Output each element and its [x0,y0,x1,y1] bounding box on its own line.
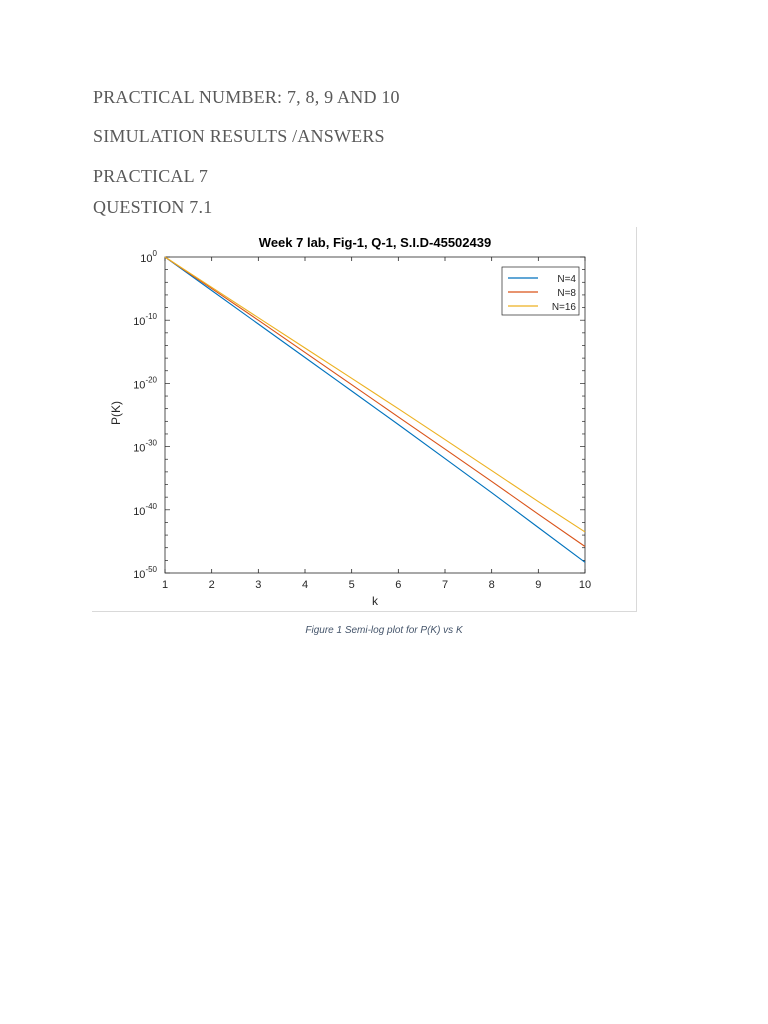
x-tick-label: 9 [535,579,542,591]
x-tick-label: 6 [395,579,402,591]
x-axis-label: k [372,594,378,608]
x-tick-label: 2 [208,579,215,591]
plot-area [133,249,591,591]
legend-label: N=16 [551,302,576,313]
x-tick-label: 3 [255,579,262,591]
y-tick-label: $10^{-20}$ [133,375,157,392]
x-tick-label: 7 [441,579,449,591]
x-tick-label: 1 [161,579,169,591]
x-tick-label: 8 [488,579,495,591]
heading-simulation-results: SIMULATION RESULTS /ANSWERS [93,126,385,146]
heading-question-7-1: QUESTION 7.1 [93,197,213,217]
y-tick-label: $10^{-10}$ [133,312,157,329]
y-tick-label: $10^{-30}$ [133,438,157,455]
y-axis-label: P(K) [109,401,123,425]
y-tick-label: $10^{-40}$ [133,501,157,518]
figure-frame [92,227,637,612]
x-tick-label: 10 [578,579,592,591]
legend-label: N=8 [557,288,576,299]
heading-practical-number: PRACTICAL NUMBER: 7, 8, 9 AND 10 [93,87,400,107]
y-tick-label: $10^{-50}$ [133,565,157,581]
legend-label: N=4 [557,274,576,285]
chart-title: Week 7 lab, Fig-1, Q-1, S.I.D-45502439 [258,235,492,250]
semilog-chart [92,227,637,612]
x-tick-label: 5 [348,579,355,591]
figure-caption: Figure 1 Semi-log plot for P(K) vs K [305,625,463,636]
x-tick-label: 4 [301,579,309,591]
y-tick-label: $10^0$ [140,249,157,265]
heading-practical-7: PRACTICAL 7 [93,166,209,186]
